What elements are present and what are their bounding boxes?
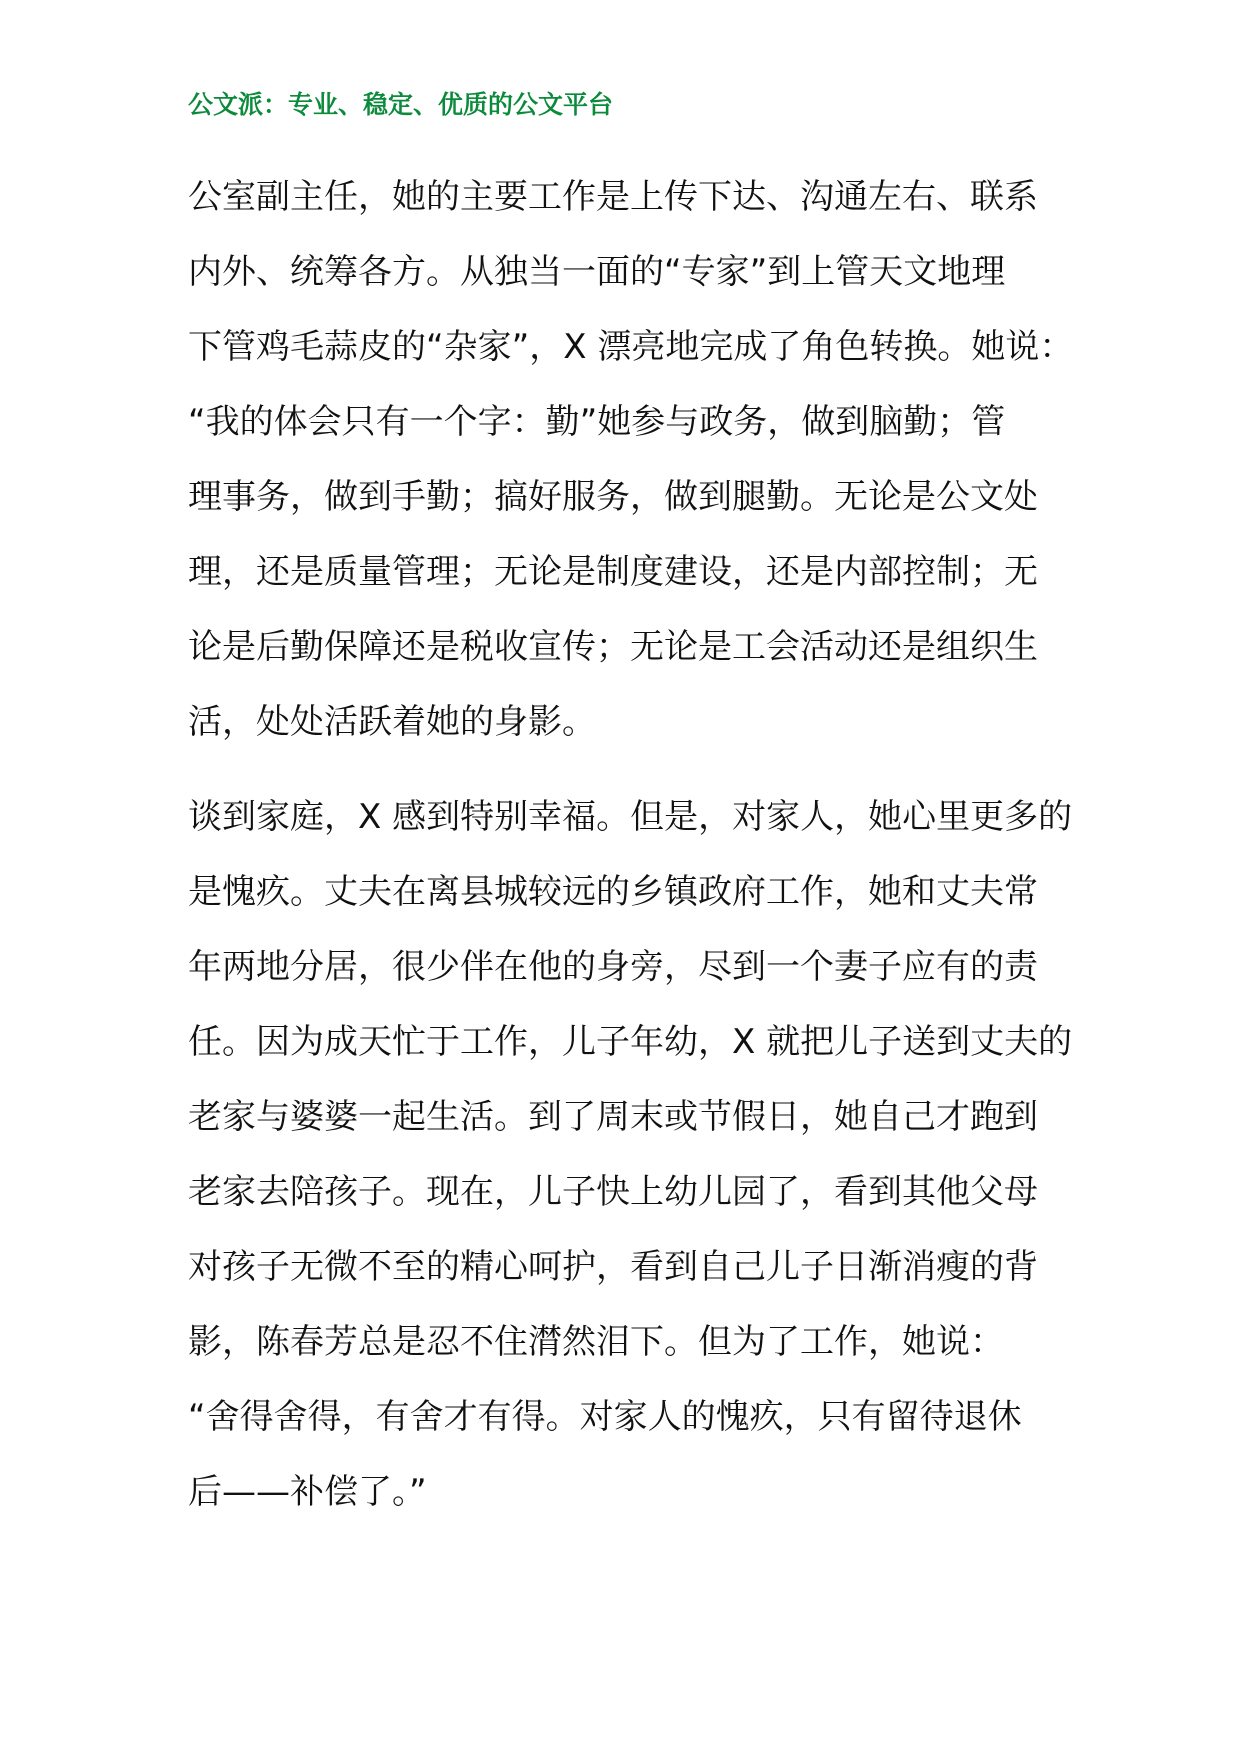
paragraph-line: “我的体会只有一个字：勤”她参与政务，做到脑勤；管 — [188, 402, 1006, 442]
paragraph-line: 论是后勤保障还是税收宣传；无论是工会活动还是组织生 — [188, 627, 1038, 667]
paragraph — [188, 780, 1088, 1530]
paragraph-line: 对孩子无微不至的精心呵护，看到自己儿子日渐消瘦的背 — [188, 1247, 1038, 1287]
paragraph-line: “舍得舍得，有舍才有得。对家人的愧疚，只有留待退休 — [188, 1397, 1022, 1437]
paragraph-line: 任。因为成天忙于工作，儿子年幼，X 就把儿子送到丈夫的 — [188, 1022, 1073, 1062]
paragraph-line: 活，处处活跃着她的身影。 — [188, 702, 596, 742]
paragraph-line: 年两地分居，很少伴在他的身旁，尽到一个妻子应有的责 — [188, 947, 1038, 987]
paragraph-line: 后——补偿了。” — [188, 1472, 427, 1512]
paragraph-line: 老家与婆婆一起生活。到了周末或节假日，她自己才跑到 — [188, 1097, 1038, 1137]
paragraph-line: 公室副主任，她的主要工作是上传下达、沟通左右、联系 — [188, 177, 1038, 217]
paragraph-line: 老家去陪孩子。现在，儿子快上幼儿园了，看到其他父母 — [188, 1172, 1038, 1212]
paragraph-line: 理，还是质量管理；无论是制度建设，还是内部控制；无 — [188, 552, 1038, 592]
paragraph-line: 理事务，做到手勤；搞好服务，做到腿勤。无论是公文处 — [188, 477, 1038, 517]
paragraph-line: 下管鸡毛蒜皮的“杂家”，X 漂亮地完成了角色转换。她说： — [188, 327, 1074, 367]
paragraph-line: 内外、统筹各方。从独当一面的“专家”到上管天文地理 — [188, 252, 1006, 292]
paragraph-line: 谈到家庭，X 感到特别幸福。但是，对家人，她心里更多的 — [188, 797, 1073, 837]
paragraph-line: 影，陈春芳总是忍不住潸然泪下。但为了工作，她说： — [188, 1322, 1004, 1362]
paragraph-line: 是愧疚。丈夫在离县城较远的乡镇政府工作，她和丈夫常 — [188, 872, 1038, 912]
header-title: 公文派：专业、稳定、优质的公文平台 — [188, 90, 614, 119]
paragraph — [188, 160, 1088, 760]
